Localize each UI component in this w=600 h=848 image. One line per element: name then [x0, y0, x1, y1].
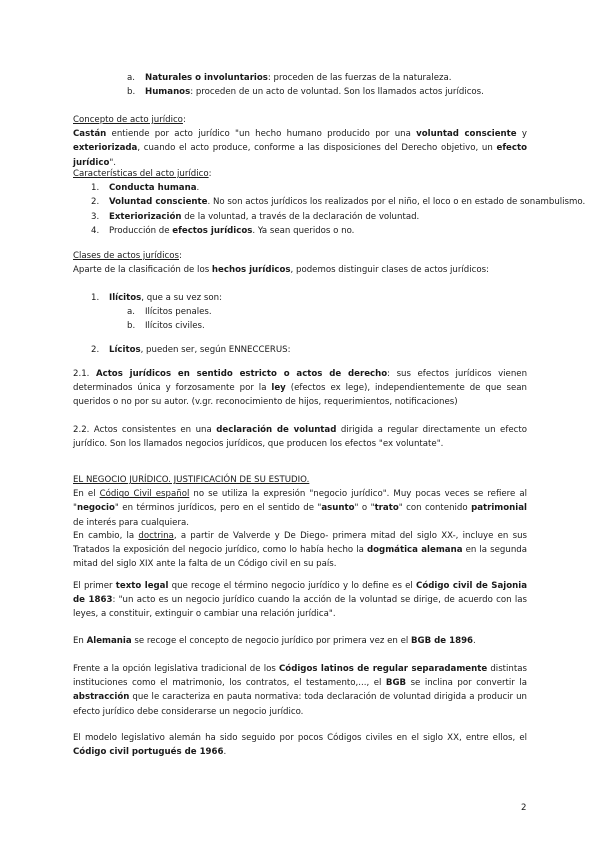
list-marker: 2.: [91, 197, 100, 208]
text: , podemos distinguir clases de actos jurídicos:: [290, 265, 489, 276]
heading-colon: :: [208, 169, 212, 179]
text: de interés para cualquiera.: [73, 517, 189, 528]
bold-text: Actos jurídicos en sentido estricto o actos de derecho: [95, 369, 388, 379]
text: Producción de: [109, 225, 173, 236]
list-marker: 2.: [91, 345, 100, 355]
section-heading: [73, 249, 527, 263]
bold-text: BGB: [385, 678, 407, 689]
bold-text: Exteriorización: [109, 211, 182, 222]
bold-text: exteriorizada: [73, 143, 138, 154]
bold-text: Código civil de Sajonia de 1863: [73, 581, 527, 606]
bold-text: negocio: [76, 503, 115, 514]
underlined-text: doctrina: [138, 531, 174, 541]
section-heading: [73, 167, 527, 181]
list-item: [91, 210, 527, 224]
text: que recoge el término negocio jurídico y lo define es el: [168, 581, 417, 591]
text: .: [196, 183, 200, 194]
heading-text: Clases de actos jurídicos: [73, 251, 179, 261]
numbered-list: [73, 181, 586, 238]
bold-text: Ilícitos: [109, 293, 142, 303]
list-item: [91, 343, 527, 357]
section-heading: EL NEGOCIO JURÍDICO. JUSTIFICACIÓN DE SU ESTUDIO.: [73, 475, 310, 485]
list-marker: a.: [127, 307, 135, 317]
bold-text: asunto: [321, 503, 355, 514]
paragraph: [73, 127, 527, 170]
list-item-term: Naturales o involuntarios: [145, 73, 268, 83]
text: Aparte de la clasificación de los: [73, 265, 212, 276]
text: En cambio, la: [73, 531, 139, 541]
text: , que a su vez son:: [141, 293, 222, 303]
paragraph: [73, 263, 527, 277]
section-heading: [73, 113, 527, 127]
text: .: [473, 636, 476, 646]
bold-text: declaración de voluntad: [216, 425, 337, 435]
list-marker: b.: [127, 321, 136, 332]
bold-text: Códigos latinos de regular separadamente: [279, 664, 488, 674]
bold-text: Castán: [73, 129, 107, 140]
text: " en términos jurídicos, pero en el sentido de ": [114, 503, 322, 514]
page-number: 2: [521, 803, 527, 813]
list-marker: 4.: [91, 225, 100, 236]
clases-section: [73, 249, 527, 277]
text: , pueden ser, según ENNECCERUS:: [140, 345, 291, 355]
list-item: [127, 319, 527, 333]
heading-text: Características del acto jurídico: [73, 169, 209, 179]
bold-text: Código civil portugués de 1966: [73, 747, 224, 758]
text: " con contenido: [398, 503, 472, 514]
bold-text: dogmática alemana: [367, 545, 463, 556]
paragraph-2-1: [73, 367, 527, 410]
section-number: 2.2.: [73, 425, 90, 435]
bold-text: Lícitos: [109, 345, 141, 355]
text: : "un acto es un negocio jurídico cuando la acción de la voluntad se dirige, de acuerdo con las leyes, a constituir, extinguir o cambiar una relación jurídica".: [73, 595, 527, 620]
text: . Ya sean queridos o no.: [252, 225, 355, 236]
ilicitos-item: [91, 291, 527, 305]
text: En: [73, 636, 87, 646]
bold-text: Conducta humana: [109, 183, 197, 194]
bold-text: voluntad consciente: [416, 129, 517, 140]
list-marker: b.: [127, 87, 136, 98]
list-item-term: Humanos: [145, 87, 191, 98]
list-marker: 1.: [91, 183, 100, 194]
text: y: [516, 129, 527, 140]
bold-text: patrimonial: [471, 503, 527, 514]
text: entiende por acto jurídico "un hecho humano producido por una: [106, 129, 417, 140]
list-item: [127, 85, 527, 99]
paragraph-2-2: [73, 423, 527, 451]
bold-text: trato: [374, 503, 399, 514]
ilicitos-sublist: [127, 305, 527, 333]
text: Ilícitos penales.: [145, 307, 212, 317]
bold-text: Voluntad consciente: [109, 197, 208, 208]
text: : sus efectos jurídicos vienen determinados única y forzosamente por la: [73, 369, 528, 394]
paragraph-alemania: [73, 634, 527, 648]
list-item: [91, 224, 527, 238]
text: que le caracteriza en pauta normativa: toda declaración de voluntad dirigida a producir un efecto jurídico debe considerarse un negocio jurídico.: [73, 692, 527, 717]
list-item-text: : proceden de las fuerzas de la naturaleza.: [267, 73, 452, 83]
bold-text: efectos jurídicos: [172, 225, 253, 236]
paragraph-doctrina: [73, 529, 527, 572]
bold-text: hechos jurídicos: [211, 265, 291, 276]
concepto-section: [73, 113, 527, 170]
text: distintas instituciones como el matrimonio, los contratos, el testamento,..., el: [73, 664, 527, 689]
text: no se utiliza la expresión "negocio jurídico". Muy pocas veces se refiere al ": [73, 489, 527, 514]
list-marker: a.: [127, 73, 135, 83]
text: " o ": [354, 503, 375, 514]
text: .: [223, 747, 227, 758]
text: se inclina por convertir la: [406, 678, 527, 689]
bold-text: abstracción: [73, 692, 130, 703]
text: en la segunda mitad del siglo XIX ante la falta de un Código civil en su país.: [73, 545, 527, 570]
text: Frente a la opción legislativa tradicional de los: [73, 664, 279, 674]
underlined-text: Código Civil español: [99, 489, 190, 500]
list-item: [91, 291, 527, 305]
text: (efectos ex lege), independientemente de que sean queridos o no por su autor. (v.gr. reconocimiento de hijos, requerimientos, notificaciones): [73, 383, 528, 408]
licitos-item: [91, 343, 527, 357]
paragraph-codigos-latinos: [73, 662, 527, 719]
text: ".: [109, 157, 117, 168]
list-item-text: : proceden de un acto de voluntad. Son los llamados actos jurídicos.: [190, 87, 484, 98]
text: dirigida a regular directamente un efecto jurídico. Son los llamados negocios jurídicos, que producen los efectos "ex voluntate".: [73, 425, 527, 450]
list-marker: 1.: [91, 293, 100, 303]
paragraph-modelo-aleman: [73, 731, 527, 759]
text: Ilícitos civiles.: [145, 321, 205, 332]
caracteristicas-section: [73, 167, 586, 238]
list-marker: 3.: [91, 211, 100, 222]
list-item: [91, 181, 527, 195]
heading-colon: :: [179, 251, 182, 261]
bold-text: ley: [271, 383, 286, 394]
top-list: [127, 71, 527, 99]
list-item: [91, 195, 586, 209]
paragraph-sajonia: [73, 579, 527, 622]
section-number: 2.1.: [73, 369, 90, 379]
bold-text: efecto jurídico: [73, 143, 527, 168]
bold-text: texto legal: [115, 581, 169, 591]
text: se recoge el concepto de negocio jurídico por primera vez en el: [131, 636, 411, 646]
text: Actos consistentes en una: [89, 425, 217, 435]
text: El modelo legislativo alemán ha sido seguido por pocos Códigos civiles en el siglo XX, entre ellos, el: [73, 733, 527, 743]
bold-text: Alemania: [86, 636, 132, 646]
heading-text: Concepto de acto jurídico: [73, 115, 183, 125]
text: El primer: [73, 581, 116, 591]
list-item: [127, 71, 527, 85]
text: . No son actos jurídicos los realizados por el niño, el loco o en estado de sonambulismo.: [207, 197, 586, 208]
text: En el: [73, 489, 100, 500]
list-item: [127, 305, 527, 319]
text: , a partir de Valverde y De Diego- primera mitad del siglo XX-, incluye en sus Tratados la exposición del negocio jurídico, como lo había hecho la: [73, 531, 527, 556]
bold-text: BGB de 1896: [411, 636, 474, 646]
paragraph: [73, 487, 527, 530]
negocio-section: [73, 473, 527, 530]
heading-colon: :: [182, 115, 186, 125]
text: , cuando el acto produce, conforme a las disposiciones del Derecho objetivo, un: [137, 143, 497, 154]
text: de la voluntad, a través de la declaración de voluntad.: [181, 211, 420, 222]
